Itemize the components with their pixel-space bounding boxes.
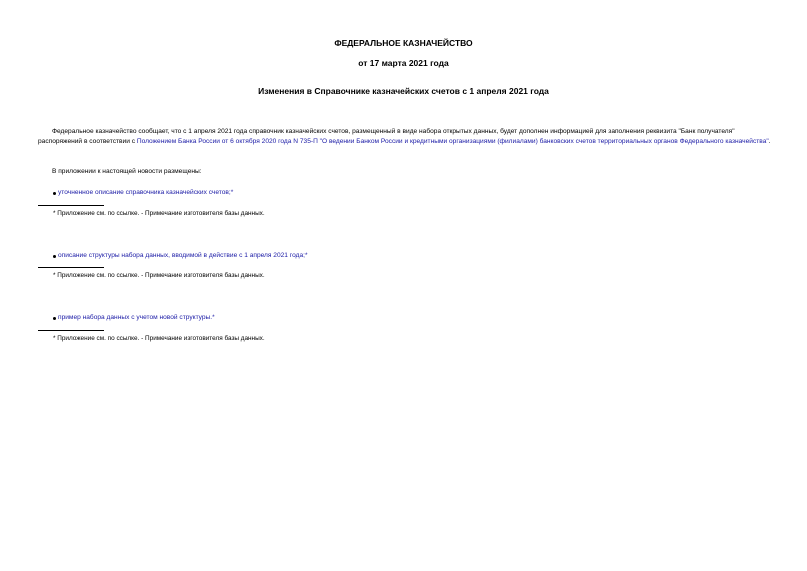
attachment-link-1[interactable]: уточненное описание справочника казначейских счетов; [58,189,231,196]
footnote-1: * Приложение см. по ссылке. - Примечание изготовителя базы данных. [53,210,265,217]
list-item [53,313,215,322]
footnote-divider [38,205,104,206]
attachment-link-3[interactable]: пример набора данных с учетом новой структуры. [58,314,213,321]
footnote-mark-1[interactable]: * [230,189,234,196]
bullet-icon [53,255,56,258]
regulation-link[interactable]: Положением Банка России от 6 октября 2020 года N 735-П "О ведении Банком России и кредитными организациями (филиалами) банковских счетов территориальных органов Федерального казначейства" [136,137,769,145]
bullet-icon [53,317,56,320]
bullet-icon [53,192,56,195]
footnote-divider [38,267,104,268]
attachment-link-2[interactable]: описание структуры набора данных, вводимой в действие с 1 апреля 2021 года; [58,252,305,259]
intro-paragraph [38,127,771,146]
organization-heading: ФЕДЕРАЛЬНОЕ КАЗНАЧЕЙСТВО [334,38,473,48]
footnote-2: * Приложение см. по ссылке. - Примечание изготовителя базы данных. [53,272,265,279]
document-date: от 17 марта 2021 года [358,58,449,68]
footnote-mark-3[interactable]: * [212,314,215,321]
footnote-divider [38,330,104,331]
footnote-mark-2[interactable]: * [304,252,308,259]
list-item [53,251,308,260]
list-item [53,188,233,197]
intro-text-after: . [768,137,771,145]
attachments-intro: В приложении к настоящей новости размещены: [52,168,202,175]
document-title: Изменения в Справочнике казначейских счетов с 1 апреля 2021 года [258,86,549,96]
intro-text-before: Федеральное казначейство сообщает, что с 1 апреля 2021 года справочник казначейских счетов, размещенный в виде набора открытых данных, будет дополнен информацией для заполнения реквизита "Банк получателя" распоряжений в соответствии с [38,128,735,145]
footnote-3: * Приложение см. по ссылке. - Примечание изготовителя базы данных. [53,335,265,342]
